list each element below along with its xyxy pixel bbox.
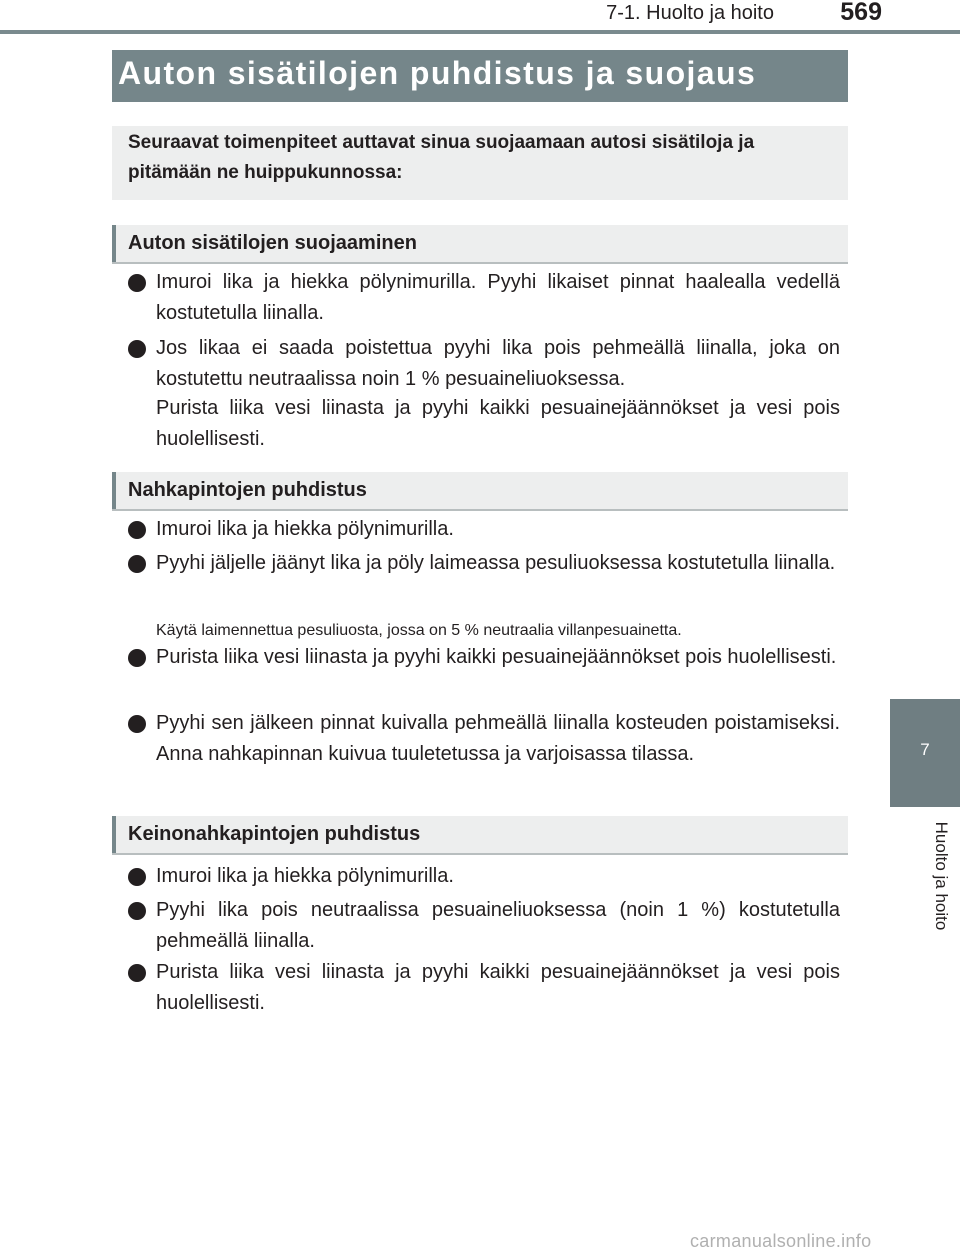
chapter-title-vertical: Huolto ja hoito: [932, 821, 951, 931]
header-rule: [0, 30, 960, 34]
bullet-text: Pyyhi lika pois neutraalissa pesuaineliuoksessa (noin 1 %) kostutetulla pehmeällä liinalla.: [156, 899, 840, 952]
bullet-dot: [128, 555, 146, 573]
bullet-dot: [128, 340, 146, 358]
bullet-dot: [128, 274, 146, 292]
section-heading: Auton sisätilojen suojaaminen: [128, 232, 417, 254]
bullet-text: Jos likaa ei saada poistettua pyyhi lika pois pehmeällä liinalla, joka on kostutettu neutraalissa noin 1 % pesuaineliuoksessa.: [156, 337, 840, 390]
bullet-text: Imuroi lika ja hiekka pölynimurilla.: [156, 518, 454, 540]
chapter-number: 7: [920, 740, 930, 759]
section-heading-bar: [112, 225, 848, 264]
bullet-text: Imuroi lika ja hiekka pölynimurilla.: [156, 865, 454, 887]
bullet-text: Pyyhi jäljelle jäänyt lika ja pöly laimeassa pesuliuoksessa kostutetulla liinalla.: [156, 552, 836, 574]
section-heading: Keinonahkapintojen puhdistus: [128, 823, 421, 845]
section-heading: Nahkapintojen puhdistus: [128, 479, 367, 501]
bullet-text: Purista liika vesi liinasta ja pyyhi kaikki pesuainejäännökset pois huolellisesti.: [156, 646, 837, 668]
bullet-text: Purista liika vesi liinasta ja pyyhi kaikki pesuainejäännökset ja vesi pois huolellisesti.: [156, 961, 840, 1014]
bullet-dot: [128, 521, 146, 539]
page-number: 569: [840, 0, 882, 26]
watermark-text: carmanualsonline.info: [690, 1231, 872, 1251]
note-text: Käytä laimennettua pesuliuosta, jossa on 5 % neutraalia villanpesuainetta.: [156, 622, 682, 639]
section-heading-bar: [112, 472, 848, 511]
bullet-dot: [128, 964, 146, 982]
intro-text: Seuraavat toimenpiteet auttavat sinua suojaamaan autosi sisätiloja ja pitämään ne huippukunnossa:: [128, 132, 755, 183]
section-heading-bar: [112, 816, 848, 855]
bullet-continuation-text: Purista liika vesi liinasta ja pyyhi kaikki pesuainejäännökset ja vesi pois huolellisesti.: [156, 397, 840, 450]
bullet-text: Pyyhi sen jälkeen pinnat kuivalla pehmeällä liinalla kosteuden poistamiseksi. Anna nahkapinnan kuivua tuuletetussa ja varjoisassa tilassa.: [156, 712, 840, 765]
bullet-dot: [128, 868, 146, 886]
page-title: Auton sisätilojen puhdistus ja suojaus: [118, 55, 757, 91]
bullet-dot: [128, 649, 146, 667]
bullet-text: Imuroi lika ja hiekka pölynimurilla. Pyyhi likaiset pinnat haalealla vedellä kostutetulla liinalla.: [156, 271, 840, 324]
running-header-section: 7-1. Huolto ja hoito: [606, 2, 774, 24]
bullet-dot: [128, 715, 146, 733]
bullet-dot: [128, 902, 146, 920]
